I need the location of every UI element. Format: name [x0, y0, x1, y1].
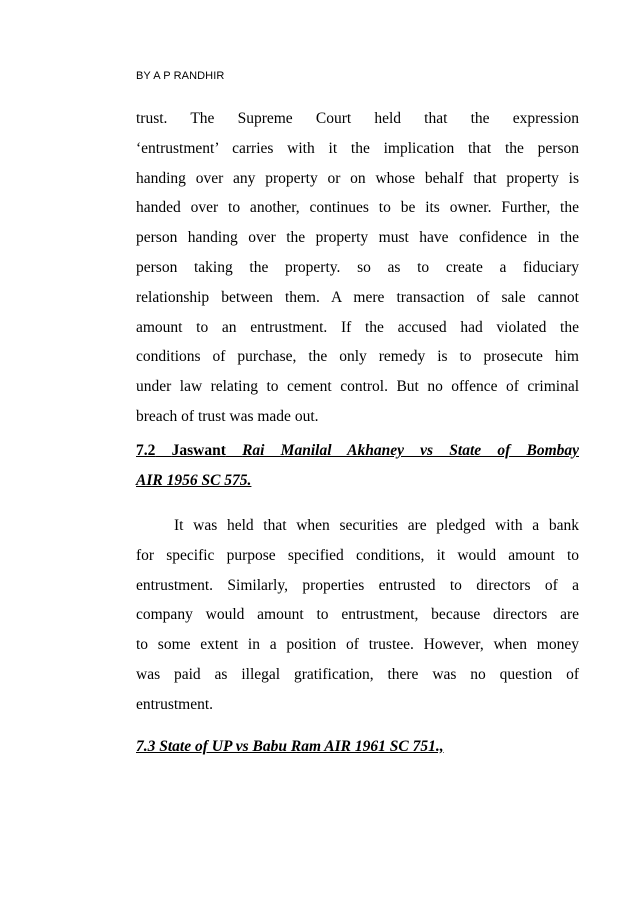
- heading-line: 7.3 State of UP vs Babu Ram AIR 1961 SC 751.,: [136, 738, 444, 755]
- text-line: conditions of purchase, the only remedy is to prosecute him: [136, 348, 579, 366]
- heading-citation: AIR 1956 SC 575.: [136, 471, 252, 489]
- text-line: handing over any property or on whose behalf that property is: [136, 169, 579, 187]
- text-line: under law relating to cement control. But no offence of criminal: [136, 378, 579, 396]
- page-header-author: BY A P RANDHIR: [136, 70, 225, 82]
- text-line: trust. The Supreme Court held that the expression: [136, 110, 579, 127]
- text-line: company would amount to entrustment, because directors are: [136, 606, 579, 624]
- text-line: for specific purpose specified conditions, it would amount to: [136, 546, 579, 564]
- text-line: entrustment.: [136, 695, 214, 713]
- heading-line: [136, 436, 579, 466]
- paragraph-securities-pledged: [136, 511, 579, 720]
- section-heading-7-2: [136, 436, 579, 496]
- text-line: handed over to another, continues to be its owner. Further, the: [136, 199, 579, 217]
- text-line: person handing over the property must have confidence in the: [136, 229, 579, 247]
- text-line: to some extent in a position of trustee. However, when money: [136, 636, 579, 654]
- heading-number: 7.2: [136, 442, 156, 459]
- text-line: amount to an entrustment. If the accused had violated the: [136, 318, 579, 336]
- section-heading-7-3: [136, 732, 579, 762]
- text-line: ‘entrustment’ carries with it the implication that the person: [136, 139, 579, 157]
- text-line: was paid as illegal gratification, there was no question of: [136, 665, 579, 683]
- text-line: breach of trust was made out.: [136, 407, 319, 425]
- text-line: person taking the property. so as to create a fiduciary: [136, 258, 579, 276]
- heading-italic-text: Rai Manilal Akhaney vs State of Bombay: [242, 442, 580, 459]
- paragraph-trust-entrustment: [136, 104, 579, 432]
- text-line: It was held that when securities are pledged with a bank: [174, 517, 579, 534]
- text-line: entrustment. Similarly, properties entrusted to directors of a: [136, 576, 579, 594]
- heading-plain-text: Jaswant: [171, 442, 226, 459]
- text-line: relationship between them. A mere transaction of sale cannot: [136, 288, 579, 306]
